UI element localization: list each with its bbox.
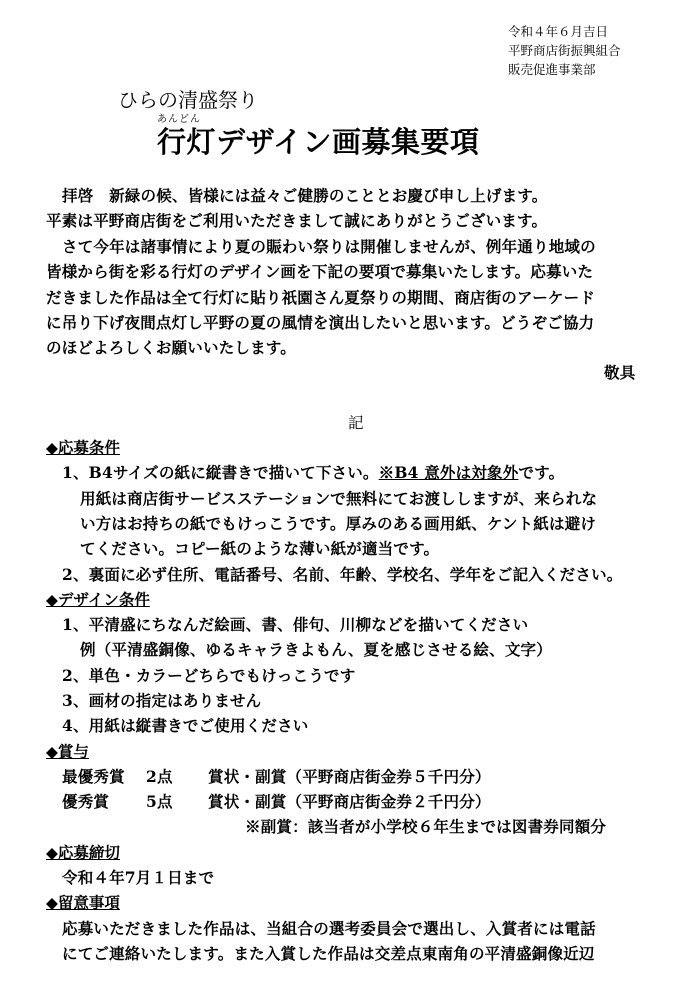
deadline-date: 令和４年7月１日まで [62,868,215,887]
greeting-line-1: 拝啓 新緑の候、皆様には益々ご健勝のこととお慶び申し上げます。 [62,186,548,205]
condition-item-1-main: 1、B4サイズの紙に縦書きで描いて下さい。 [62,463,379,482]
prize-name: 最優秀賞 [62,767,125,786]
page-title: 行灯デザイン画募集要項 [157,125,480,159]
greeting-line-6: に吊り下げ夜間点灯し平野の夏の風情を演出したいと思います。どうぞご協力 [46,313,595,332]
ki-mark: 記 [348,414,364,432]
condition-item-2: 2、裏面に必ず住所、電話番号、名前、年齢、学校名、学年をご記入ください。 [62,565,623,584]
design-item-1: 1、平清盛にちなんだ絵画、書、俳句、川柳などを描いてください [62,615,529,634]
prize-count: 2点 [146,767,173,786]
deadline-heading: ◆応募締切 [46,843,120,862]
prize-name: 優秀賞 [62,792,110,811]
greeting-line-2: 平素は平野商店街をご利用いただきまして誠にありがとうございます。 [46,211,548,230]
greeting-line-4: 皆様から街を彩る行灯のデザイン画を下記の要項で募集いたします。応募いた [46,262,594,281]
condition-detail-2: い方はお持ちの紙でもけっこうです。厚みのある画用紙、ケント紙は避け [80,514,597,533]
greeting-line-5: だきました作品は全て行灯に貼り祇園さん夏祭りの期間、商店街のアーケード [46,288,596,307]
condition-detail-1: 用紙は商店街サービスステーションで無料にてお渡ししますが、来られな [80,489,598,508]
issuer-block [508,22,621,79]
notes-line-2: にてご連絡いたします。また入賞した作品は交差点東南角の平清盛銅像近辺 [62,944,595,963]
design-item-3: 3、画材の指定はありません [62,691,262,710]
design-heading: ◆デザイン条件 [46,590,150,609]
prizes-heading: ◆賞与 [46,742,89,761]
greeting-line-7: のほどよろしくお願いいたします。 [46,338,296,357]
condition-item-1-warning: ※B4 意外は対象外 [378,463,519,482]
prize-note: ※副賞：該当者が小学校６年生までは図書券同額分 [245,817,607,836]
closing-keigu: 敬具 [604,363,636,382]
condition-item-1 [62,461,564,483]
issue-date: 令和４年６月吉日 [508,24,609,39]
issuer-dept: 販売促進事業部 [508,62,596,77]
condition-detail-3: てください。コピー紙のような薄い紙が適当です。 [80,539,440,558]
title-ruby: あんどん [157,114,201,125]
prize-count: 5点 [146,792,173,811]
design-example: 例（平清盛銅像、ゆるキャラきよもん、夏を感じさせる絵、文字） [80,640,552,659]
prize-reward: 賞状・副賞（平野商店街金券５千円分） [208,767,491,786]
notes-line-1: 応募いただきました作品は、当組合の選考委員会で選出し、入賞者には電話 [62,919,596,938]
conditions-heading: ◆応募条件 [46,438,120,457]
issuer-org: 平野商店街振興組合 [508,43,621,58]
prize-reward: 賞状・副賞（平野商店街金券２千円分） [208,792,491,811]
design-item-2: 2、単色・カラーどちらでもけっこうです [62,666,356,685]
notes-heading: ◆留意事項 [46,893,120,912]
event-subtitle: ひらの清盛祭り [118,88,258,112]
condition-item-1-tail: です。 [518,463,565,482]
greeting-line-3: さて今年は諸事情により夏の賑わい祭りは開催しませんが、例年通り地域の [62,237,596,256]
design-item-4: 4、用紙は縦書きでご使用ください [62,716,309,735]
